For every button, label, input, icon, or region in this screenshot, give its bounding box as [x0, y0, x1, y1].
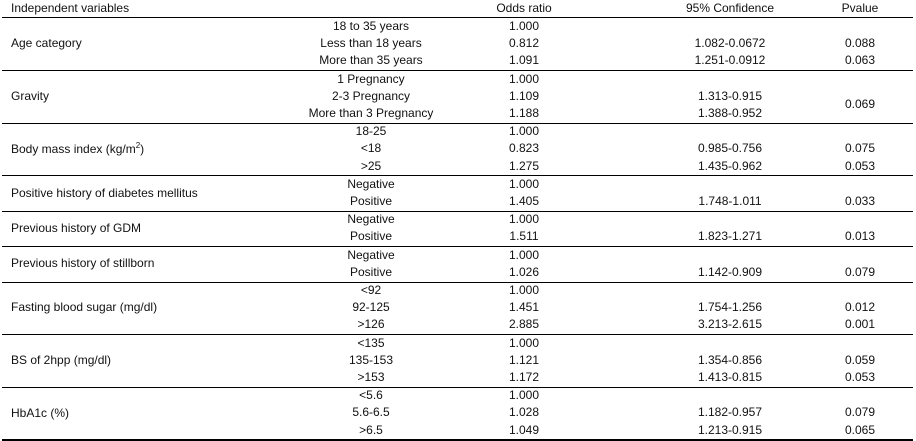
odds-ratio-cell: 0.812 — [508, 36, 540, 51]
odds-ratio-cell: 1.000 — [508, 212, 540, 227]
category-cell: 135-153 — [348, 352, 394, 367]
category-cell: More than 35 years — [319, 53, 423, 68]
variable-name-text: Age category — [11, 36, 82, 51]
variable-name — [11, 185, 198, 202]
confidence-cell: 1.748-1.011 — [698, 194, 762, 208]
variable-name-text: Body mass index (kg/m — [11, 141, 136, 156]
group-pvalue-cell: 0.069 — [844, 96, 876, 111]
category-cell: >153 — [357, 370, 385, 384]
category-cell: Positive — [349, 229, 393, 244]
group-divider — [2, 282, 913, 283]
confidence-cell: 3.213-2.615 — [697, 317, 763, 332]
pvalue-cell: 0.079 — [844, 405, 876, 420]
confidence-cell: 1.823-1.271 — [697, 229, 763, 244]
variable-name-text: Fasting blood sugar (mg/dl) — [11, 300, 158, 315]
variable-name-text: Previous history of GDM — [11, 220, 142, 235]
category-cell: 18-25 — [355, 124, 387, 139]
confidence-cell: 1.182-0.957 — [697, 405, 763, 420]
confidence-cell: 1.754-1.256 — [697, 300, 763, 315]
variable-name — [11, 405, 69, 422]
variable-name — [11, 299, 157, 316]
group-divider — [2, 70, 913, 71]
category-cell: 1 Pregnancy — [337, 71, 405, 86]
pvalue-cell: 0.059 — [844, 352, 876, 367]
category-cell: Positive — [349, 264, 393, 279]
category-cell: More than 3 Pregnancy — [308, 106, 434, 120]
odds-ratio-cell: 1.188 — [508, 106, 540, 120]
category-cell: Negative — [347, 212, 395, 227]
variable-name-text: Gravity — [11, 88, 50, 103]
category-cell: >6.5 — [359, 422, 383, 437]
odds-ratio-cell: 1.000 — [508, 388, 540, 403]
variable-name — [11, 141, 144, 158]
category-cell: Negative — [347, 247, 395, 262]
odds-ratio-cell: 1.049 — [508, 422, 540, 437]
header-pvalue: Pvalue — [841, 1, 879, 15]
header-odds-ratio: Odds ratio — [496, 1, 552, 15]
category-cell: Less than 18 years — [320, 36, 422, 51]
pvalue-cell: 0.033 — [844, 194, 876, 208]
odds-ratio-cell: 1.405 — [508, 194, 540, 208]
group-divider — [2, 334, 913, 335]
confidence-cell: 1.142-0.909 — [697, 264, 763, 279]
odds-ratio-cell: 1.000 — [508, 247, 540, 262]
pvalue-cell: 0.053 — [844, 158, 876, 173]
odds-ratio-cell: 1.028 — [508, 405, 540, 420]
odds-ratio-cell: 1.000 — [508, 124, 540, 139]
variable-name — [11, 255, 154, 272]
confidence-cell: 1.388-0.952 — [697, 106, 763, 120]
odds-ratio-cell: 1.000 — [508, 283, 540, 297]
header-independent-variables: Independent variables — [11, 1, 130, 15]
category-cell: <135 — [357, 335, 385, 350]
odds-ratio-cell: 0.823 — [508, 141, 540, 156]
category-cell: 18 to 35 years — [332, 19, 410, 33]
category-cell: Negative — [347, 176, 395, 191]
variable-name-text: HbA1c (%) — [11, 405, 70, 420]
group-divider — [2, 246, 913, 247]
variable-name-text: Previous history of stillborn — [11, 256, 155, 271]
odds-ratio-cell: 1.121 — [508, 352, 540, 367]
pvalue-cell: 0.012 — [844, 300, 876, 315]
odds-ratio-cell: 1.451 — [508, 300, 540, 315]
odds-ratio-cell: 1.000 — [508, 335, 540, 350]
group-divider — [2, 123, 913, 124]
odds-ratio-cell: 1.000 — [508, 176, 540, 191]
category-cell: 92-125 — [352, 300, 390, 315]
variable-name-superscript: 2 — [135, 140, 141, 150]
pvalue-cell: 0.065 — [844, 422, 876, 437]
pvalue-cell: 0.063 — [844, 53, 876, 68]
odds-ratio-cell: 1.026 — [508, 264, 540, 279]
pvalue-cell: 0.013 — [844, 229, 876, 244]
group-divider — [2, 387, 913, 388]
odds-ratio-cell: 2.885 — [508, 317, 540, 332]
odds-ratio-cell: 1.109 — [508, 88, 540, 103]
category-cell: <5.6 — [359, 388, 383, 403]
category-cell: <92 — [360, 283, 382, 297]
confidence-cell: 0.985-0.756 — [697, 141, 763, 156]
odds-ratio-cell: 1.511 — [509, 229, 539, 244]
category-cell: 2-3 Pregnancy — [331, 88, 411, 103]
variable-name-text: BS of 2hpp (mg/dl) — [11, 352, 112, 367]
category-cell: >126 — [357, 317, 385, 332]
odds-ratio-cell: 1.275 — [508, 158, 540, 173]
category-cell: <18 — [360, 141, 382, 156]
confidence-cell: 1.082-0.0672 — [694, 36, 766, 51]
confidence-cell: 1.213-0.915 — [697, 422, 763, 437]
variable-name — [11, 352, 111, 369]
confidence-cell: 1.313-0.915 — [697, 88, 763, 103]
header-confidence: 95% Confidence — [685, 1, 775, 15]
category-cell: Positive — [349, 194, 393, 208]
confidence-cell: 1.435-0.962 — [697, 158, 763, 173]
odds-ratio-cell: 1.000 — [508, 71, 540, 86]
group-divider — [2, 175, 913, 176]
confidence-cell: 1.413-0.815 — [697, 370, 763, 384]
pvalue-cell: 0.053 — [844, 370, 876, 384]
category-cell: 5.6-6.5 — [352, 405, 390, 420]
variable-name — [11, 88, 49, 105]
variable-name — [11, 220, 141, 237]
category-cell: >25 — [360, 158, 382, 173]
confidence-cell: 1.354-0.856 — [697, 352, 763, 367]
variable-name — [11, 35, 82, 52]
pvalue-cell: 0.088 — [844, 36, 876, 51]
confidence-cell: 1.251-0.0912 — [694, 53, 766, 68]
header-divider — [2, 17, 913, 18]
pvalue-cell: 0.001 — [844, 317, 876, 332]
variable-name-tail: ) — [140, 141, 145, 156]
odds-ratio-cell: 1.091 — [508, 53, 540, 68]
pvalue-cell: 0.075 — [844, 141, 876, 156]
variable-name-text: Positive history of diabetes mellitus — [11, 185, 198, 200]
odds-ratio-cell: 1.000 — [508, 19, 540, 33]
pvalue-cell: 0.079 — [844, 264, 876, 279]
group-divider — [2, 211, 913, 212]
odds-ratio-cell: 1.172 — [508, 370, 540, 384]
